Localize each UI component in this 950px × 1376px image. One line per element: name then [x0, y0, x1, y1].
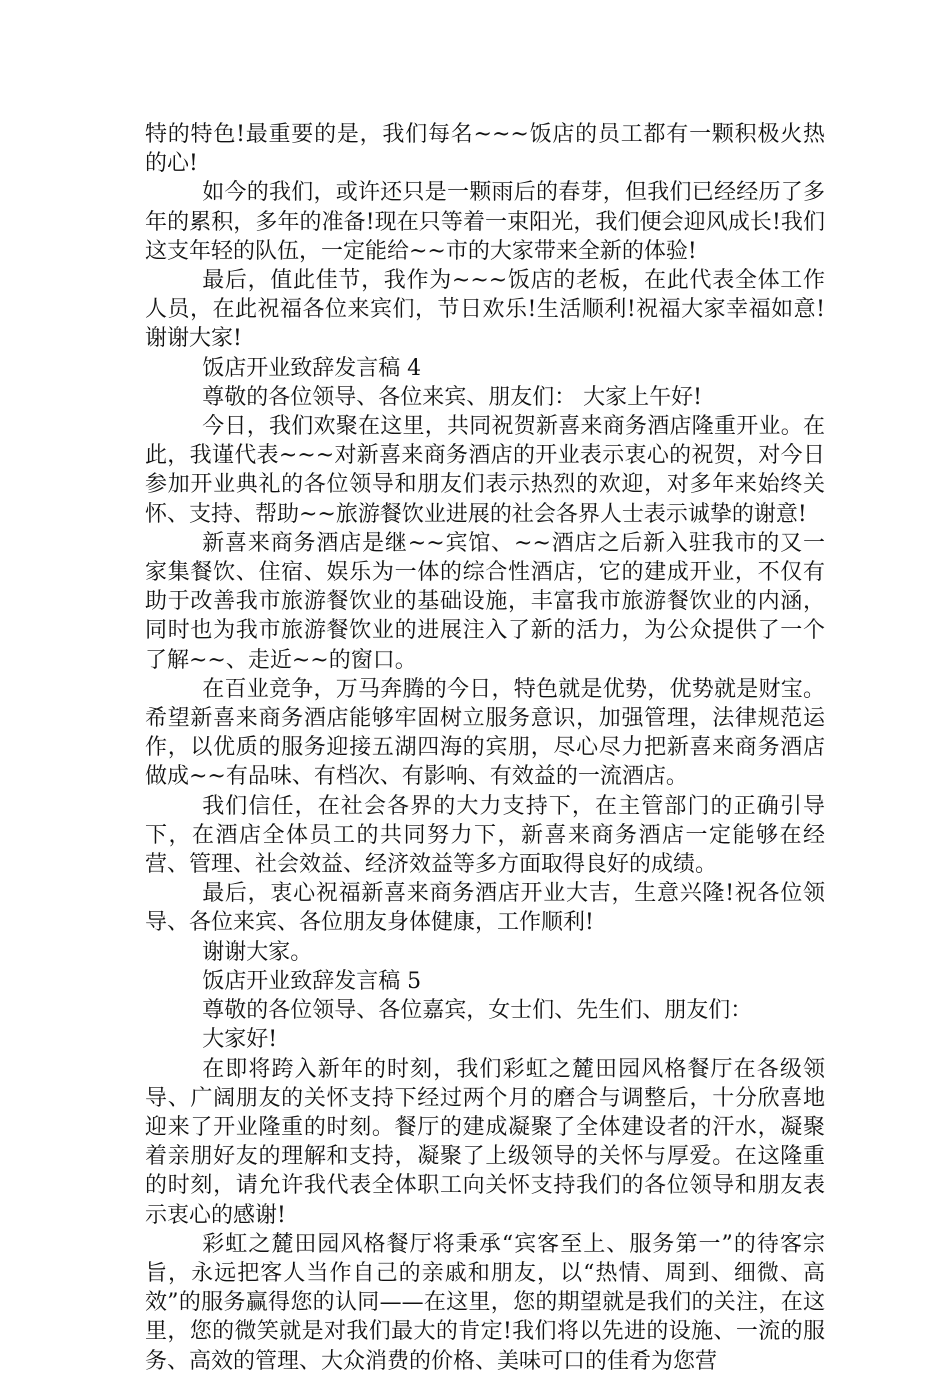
document-body: [145, 120, 825, 1376]
greeting: 大家好!: [202, 1027, 278, 1053]
paragraph: 今日，我们欢聚在这里，共同祝贺新喜来商务酒店隆重开业。在此，我谨代表~~~对新喜来商务酒店的开业表示衷心的祝贺，对今日参加开业典礼的各位领导和朋友们表示热烈的欢迎，对多年来始终关怀、支持、帮助~~旅游餐饮业进展的社会各界人士表示诚挚的谢意!: [145, 414, 825, 527]
paragraph: 彩虹之麓田园风格餐厅将秉承“宾客至上、服务第一”的待客宗旨，永远把客人当作自己的亲戚和朋友，以“热情、周到、细微、高效”的服务赢得您的认同——在这里，您的期望就是我们的关注，在这里，您的微笑就是对我们最大的肯定!我们将以先进的设施、一流的服务、高效的管理、大众消费的价格、美味可口的佳肴为您营: [145, 1231, 825, 1374]
paragraph: 我们信任，在社会各界的大力支持下，在主管部门的正确引导下，在酒店全体员工的共同努力下，新喜来商务酒店一定能够在经营、管理、社会效益、经济效益等多方面取得良好的成绩。: [145, 793, 825, 878]
paragraph: 最后，衷心祝福新喜来商务酒店开业大吉，生意兴隆!祝各位领导、各位来宾、各位朋友身体健康，工作顺利!: [145, 881, 825, 936]
section-heading: 饭店开业致辞发言稿 4: [202, 355, 422, 381]
paragraph: 在即将跨入新年的时刻，我们彩虹之麓田园风格餐厅在各级领导、广阔朋友的关怀支持下经过两个月的磨合与调整后，十分欣喜地迎来了开业隆重的时刻。餐厅的建成凝聚了全体建设者的汗水，凝聚着亲朋好友的理解和支持，凝聚了上级领导的关怀与厚爱。在这隆重的时刻，请允许我代表全体职工向关怀支持我们的各位领导和朋友表示衷心的感谢!: [145, 1056, 825, 1228]
paragraph: 最后，值此佳节，我作为~~~饭店的老板，在此代表全体工作人员，在此祝福各位来宾们，节日欢乐!生活顺利!祝福大家幸福如意!谢谢大家!: [145, 268, 825, 352]
section-heading: 饭店开业致辞发言稿 5: [202, 968, 422, 994]
closing-line: 谢谢大家。: [202, 939, 313, 965]
paragraph: 新喜来商务酒店是继~~宾馆、~~酒店之后新入驻我市的又一家集餐饮、住宿、娱乐为一体的综合性酒店，它的建成开业，不仅有助于改善我市旅游餐饮业的基础设施，丰富我市旅游餐饮业的内涵，同时也为我市旅游餐饮业的进展注入了新的活力，为公众提供了一个了解~~、走近~~的窗口。: [145, 530, 825, 673]
paragraph: 如今的我们，或许还只是一颗雨后的春芽，但我们已经经历了多年的累积，多年的准备!现在只等着一束阳光，我们便会迎风成长!我们这支年轻的队伍，一定能给~~市的大家带来全新的体验!: [145, 180, 825, 264]
paragraph-continued: 特的特色!最重要的是，我们每名~~~饭店的员工都有一颗积极火热的心!: [145, 122, 825, 177]
paragraph: 在百业竞争，万马奔腾的今日，特色就是优势，优势就是财宝。希望新喜来商务酒店能够牢固树立服务意识，加强管理，法律规范运作，以优质的服务迎接五湖四海的宾朋，尽心尽力把新喜来商务酒店做成~~有品味、有档次、有影响、有效益的一流酒店。: [145, 676, 825, 790]
salutation: 尊敬的各位领导、各位来宾、朋友们： 大家上午好!: [202, 384, 703, 410]
salutation: 尊敬的各位领导、各位嘉宾，女士们、先生们、朋友们：: [202, 998, 753, 1024]
